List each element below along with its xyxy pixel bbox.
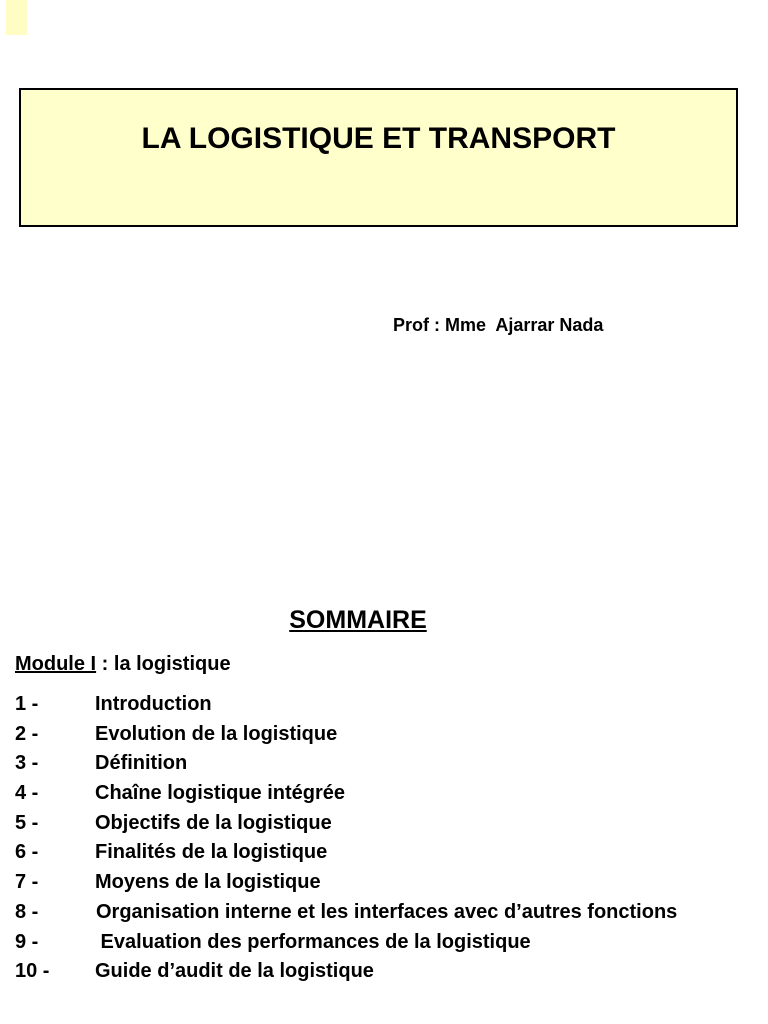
toc-item-text: Evaluation des performances de la logistique (95, 930, 531, 953)
toc-item-text: Objectifs de la logistique (95, 811, 332, 834)
toc-item (15, 721, 760, 751)
toc-item (15, 780, 760, 810)
toc-item (15, 899, 760, 929)
module-line (15, 652, 231, 676)
toc-item-number: 8 - (15, 900, 39, 923)
toc-item-number: 9 - (15, 930, 39, 953)
toc-item (15, 929, 760, 959)
toc-item-text: Chaîne logistique intégrée (95, 782, 346, 805)
toc-item-number: 1 - (15, 693, 39, 715)
toc-item-number: 7 - (15, 871, 39, 894)
toc-item-number: 10 - (15, 960, 50, 983)
title-box (19, 88, 738, 227)
toc-item (15, 839, 760, 869)
toc-item (15, 810, 760, 840)
toc-item-number: 5 - (15, 811, 39, 834)
toc-item (15, 691, 760, 721)
toc-item-number: 4 - (15, 782, 39, 805)
toc-item-number: 3 - (15, 752, 39, 775)
toc-item (15, 750, 760, 780)
corner-decoration (6, 0, 27, 35)
toc-item (15, 869, 760, 899)
table-of-contents (15, 691, 760, 988)
toc-item-number: 2 - (15, 722, 39, 745)
toc-item-text: Introduction (95, 693, 212, 715)
toc-item (15, 958, 760, 988)
module-label: Module I (15, 653, 97, 675)
module-suffix: : la logistique (96, 653, 231, 675)
toc-item-number: 6 - (15, 841, 39, 864)
toc-item-text: Moyens de la logistique (95, 871, 321, 894)
toc-item-text: Définition (95, 752, 188, 775)
author-line: Prof : Mme Ajarrar Nada (393, 315, 604, 335)
toc-item-text: Guide d’audit de la logistique (95, 960, 374, 983)
toc-item-text: Finalités de la logistique (95, 841, 328, 864)
summary-heading: SOMMAIRE (289, 606, 427, 634)
toc-item-text: Organisation interne et les interfaces avec d’autres fonctions (96, 900, 678, 923)
toc-item-text: Evolution de la logistique (95, 722, 338, 745)
document-title: LA LOGISTIQUE ET TRANSPORT (141, 122, 616, 155)
